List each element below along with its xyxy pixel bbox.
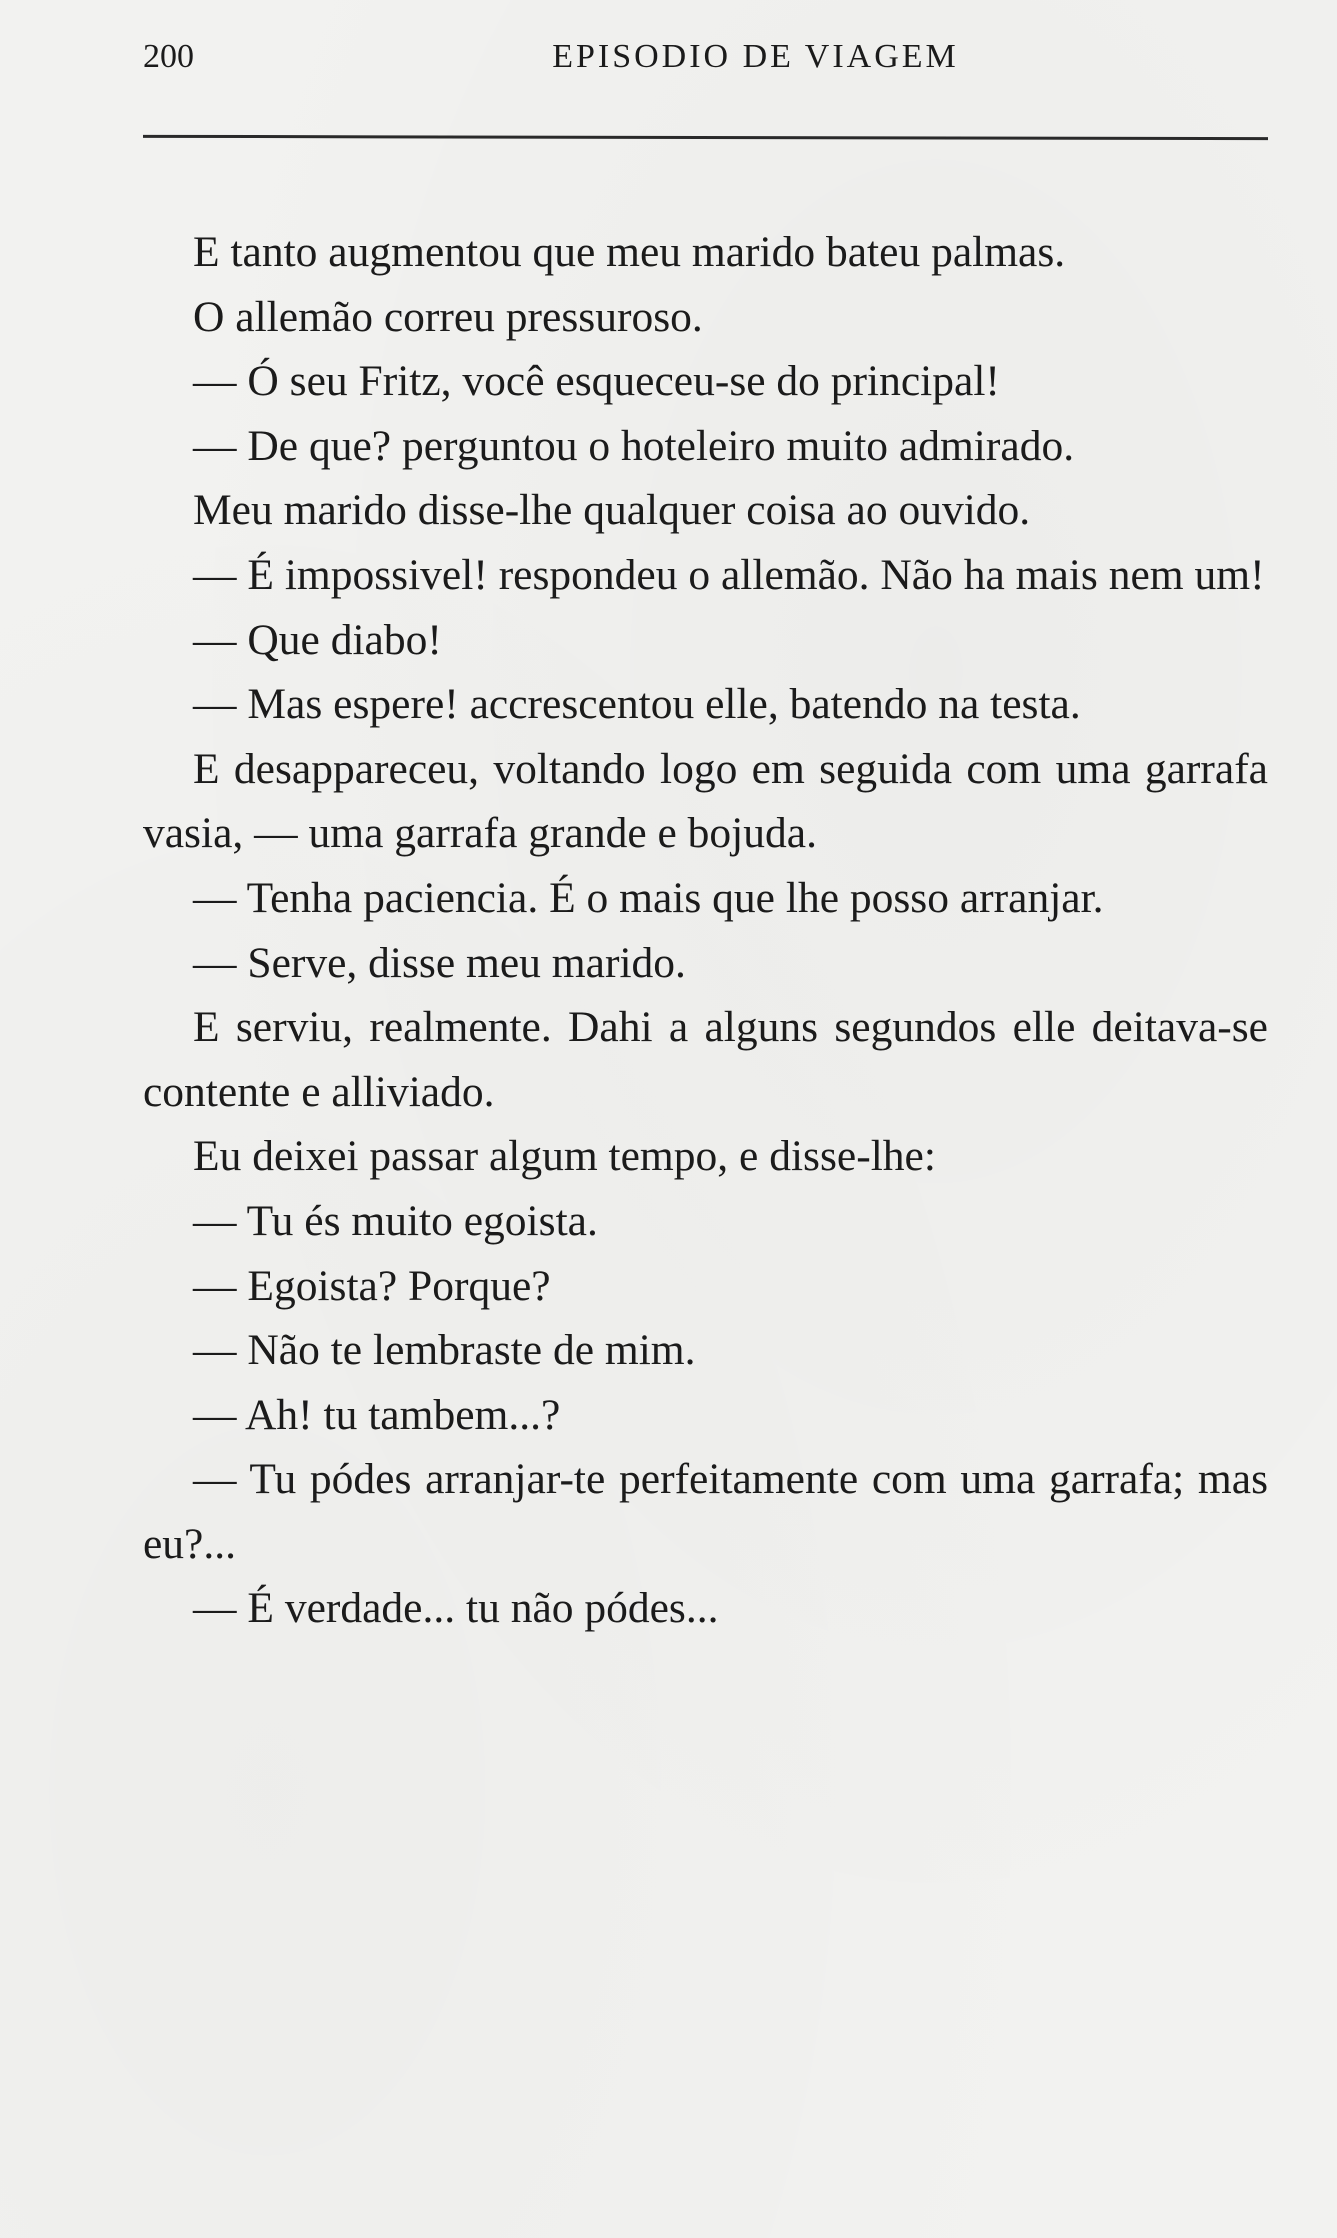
paragraph: — De que? perguntou o hoteleiro muito admirado. — [193, 421, 1075, 470]
paragraph: — Tu és muito egoista. — [193, 1196, 598, 1245]
paragraph: — Tenha paciencia. É o mais que lhe posso arranjar. — [193, 873, 1104, 922]
paragraph: E tanto augmentou que meu marido bateu palmas. — [193, 228, 1066, 276]
body-text — [143, 220, 1268, 1641]
paragraph: Eu deixei passar algum tempo, e disse-lhe: — [193, 1132, 936, 1181]
paragraph: — Serve, disse meu marido. — [193, 938, 686, 987]
paragraph: — Egoista? Porque? — [193, 1261, 551, 1310]
paragraph: — Ó seu Fritz, você esqueceu-se do principal! — [193, 357, 1000, 406]
paragraph: O allemão correu pressuroso. — [193, 292, 703, 341]
paragraph: E desappareceu, voltando logo em seguida com uma garrafa vasia, — uma garrafa grande e bojuda. — [143, 744, 1268, 858]
paragraph: — É impossivel! respondeu o allemão. Não ha mais nem um! — [193, 550, 1265, 599]
paragraph: — Tu pódes arranjar-te perfeitamente com uma garrafa; mas eu?... — [143, 1455, 1268, 1568]
paragraph: — Que diabo! — [193, 615, 442, 664]
paragraph: — Mas espere! accrescentou elle, batendo na testa. — [193, 680, 1081, 729]
paragraph: — É verdade... tu não pódes... — [193, 1584, 719, 1633]
paragraph: — Não te lembraste de mim. — [193, 1326, 696, 1375]
paragraph: Meu marido disse-lhe qualquer coisa ao ouvido. — [193, 486, 1031, 535]
page-number: 200 — [143, 38, 194, 75]
book-title: EPISODIO DE VIAGEM — [552, 38, 959, 75]
paragraph: — Ah! tu tambem...? — [193, 1390, 561, 1439]
header-rule — [143, 135, 1268, 140]
paragraph: E serviu, realmente. Dahi a alguns segundos elle deitava-se contente e alliviado. — [143, 1003, 1268, 1116]
running-head — [143, 38, 1268, 82]
